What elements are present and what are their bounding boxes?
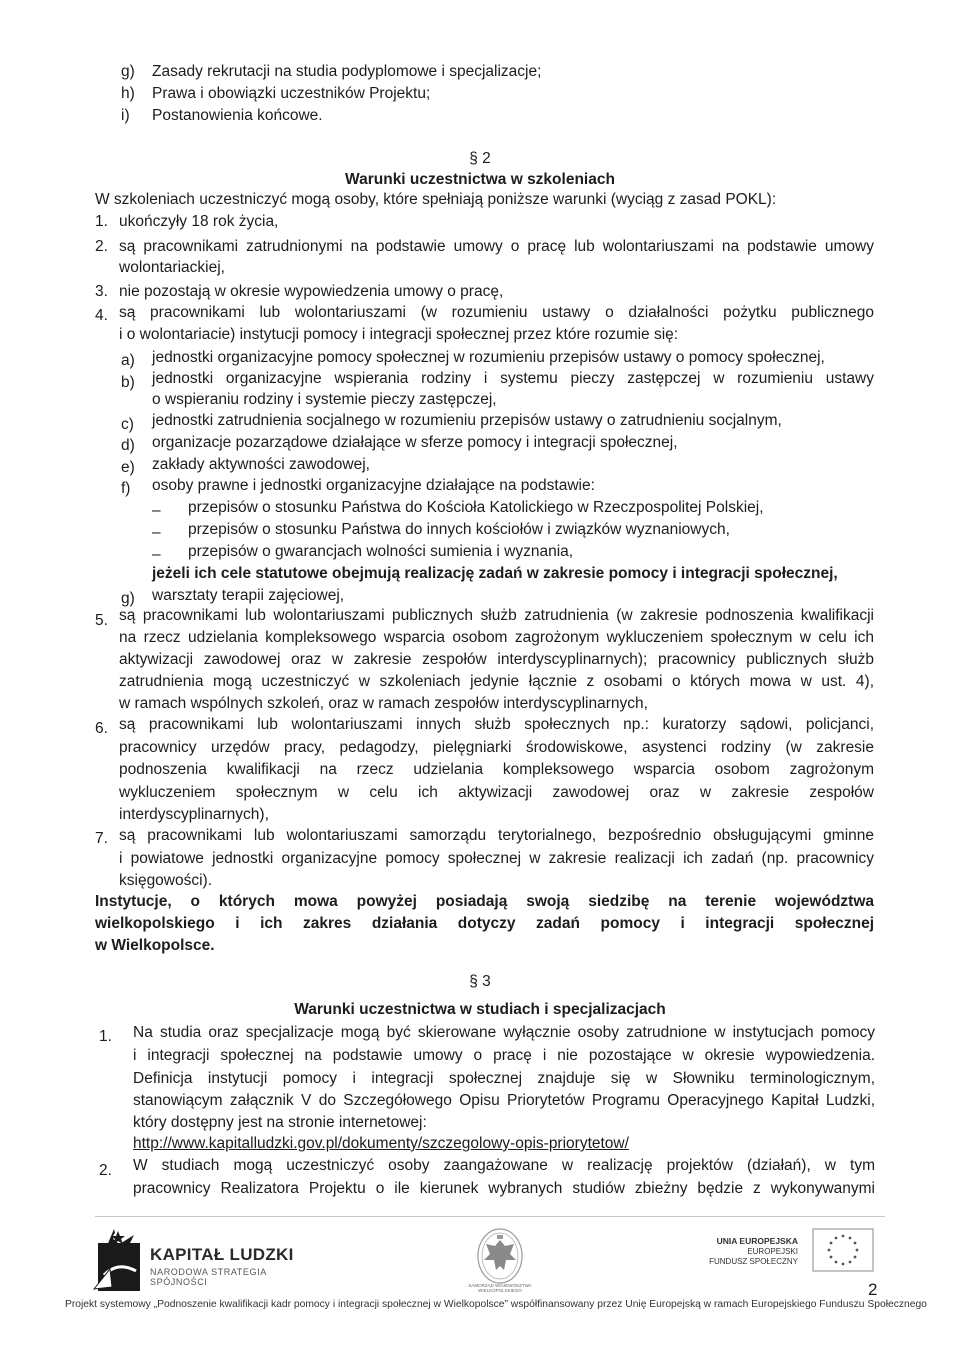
sublist-marker: b): [121, 374, 135, 391]
list-item-continued: w ramach wspólnych szkoleń, oraz w ramach zespołów interdyscyplinarnych,: [119, 695, 648, 712]
footer-divider: [95, 1216, 885, 1217]
dash-marker: –: [152, 546, 161, 563]
list-item: Na studia oraz specjalizacje mogą być skierowane wyłącznie osoby zatrudnione w instytucjach pomocy: [133, 1024, 875, 1041]
kapital-ludzki-emblem-icon: [90, 1225, 146, 1295]
url-link[interactable]: http://www.kapitalludzki.gov.pl/dokumenty/szczegolowy-opis-priorytetow/: [133, 1135, 629, 1152]
list-item-continued: na rzecz udzielania kompleksowego wsparcia osobom zagrożonym wykluczeniem społecznym w celu ich: [119, 629, 874, 646]
sublist-item: warsztaty terapii zajęciowej,: [152, 587, 345, 604]
voivodeship-crest: [460, 1228, 540, 1293]
dash-item: przepisów o stosunku Państwa do innych kościołów i związków wyznaniowych,: [188, 521, 730, 538]
list-item: Prawa i obowiązki uczestników Projektu;: [152, 85, 431, 102]
eu-line-3: FUNDUSZ SPOŁECZNY: [709, 1257, 798, 1266]
list-marker: h): [121, 85, 135, 102]
list-item-continued: wolontariackiej,: [119, 259, 225, 276]
list-marker: 3.: [95, 283, 108, 300]
dash-item: przepisów o gwarancjach wolności sumienia i wyznania,: [188, 543, 574, 560]
kapital-ludzki-title: KAPITAŁ LUDZKI: [150, 1245, 294, 1264]
list-item: są pracownikami zatrudnionymi na podstawie umowy o pracę lub wolontariuszami na podstawie umowy: [119, 238, 874, 255]
list-item-continued: pracownicy Realizatora Projektu o ile kierunek wybranych studiów zbieżny będzie z wykonywanymi: [133, 1180, 875, 1197]
sublist-item: zakłady aktywności zawodowej,: [152, 456, 370, 473]
sublist-marker: d): [121, 437, 135, 454]
page-number: 2: [868, 1280, 878, 1299]
list-marker: 2.: [95, 238, 108, 255]
sublist-item: jednostki organizacyjne wspierania rodziny i systemu pieczy zastępczej w rozumieniu ustawy: [152, 370, 874, 387]
kapital-ludzki-logo: [90, 1225, 300, 1295]
sublist-item: jednostki zatrudnienia socjalnego w rozumieniu przepisów ustawy o zatrudnieniu socjalnym,: [152, 412, 782, 429]
list-item-continued: podnoszenia kwalifikacji na rzecz udzielania kompleksowego wsparcia osobom zagrożonym: [119, 761, 874, 778]
list-item-continued: i powiatowe jednostki organizacyjne pomocy społecznej w zakresie realizacji ich zadań (np. pracownicy: [119, 850, 874, 867]
list-marker: 6.: [95, 720, 108, 737]
section-number: § 3: [469, 973, 491, 990]
list-item: Postanowienia końcowe.: [152, 107, 323, 124]
footer-project-note: Projekt systemowy „Podnoszenie kwalifikacji kadr pomocy i integracji społecznej w Wielkopolsce” współfinansowany przez Unię Europejską w ramach Europejskiego Funduszu Społecznego: [65, 1299, 927, 1310]
list-item-continued: stanowiącym załącznik V do Szczegółowego Opisu Priorytetów Programu Operacyjnego Kapitał Ludzki,: [133, 1092, 875, 1109]
sublist-item: osoby prawne i jednostki organizacyjne działające na podstawie:: [152, 477, 595, 494]
list-item: są pracownikami lub wolontariuszami (w rozumieniu ustawy o działalności pożytku publicznego: [119, 304, 874, 321]
list-item-continued: księgowości).: [119, 872, 213, 889]
list-item: Zasady rekrutacji na studia podyplomowe i specjalizacje;: [152, 63, 542, 80]
list-item-continued: interdyscyplinarnych),: [119, 806, 269, 823]
list-marker: 2.: [99, 1162, 112, 1179]
list-item-continued: i o wolontariacie) instytucji pomocy i integracji społecznej przez które rozumie się:: [119, 326, 679, 343]
list-marker: 4.: [95, 307, 108, 324]
list-item: są pracownikami lub wolontariuszami innych służb społecznych np.: kuratorzy sądowi, policjanci,: [119, 716, 874, 733]
list-marker: 1.: [99, 1028, 112, 1045]
list-item-continued: i integracji społecznej na podstawie umowy o pracę i nie pozostające w okresie wypowiedzenia.: [133, 1047, 875, 1064]
sublist-item-continued: o wspieraniu rodziny i systemie pieczy zastępczej,: [152, 391, 497, 408]
list-item: nie pozostają w okresie wypowiedzenia umowy o pracę,: [119, 283, 504, 300]
list-marker: 7.: [95, 830, 108, 847]
sublist-marker: a): [121, 352, 135, 369]
closing-paragraph: Instytucje, o których mowa powyżej posiadają swoją siedzibę na terenie województwa: [95, 893, 874, 910]
list-marker: 5.: [95, 612, 108, 629]
sublist-item: organizacje pozarządowe działające w sferze pomocy i integracji społecznej,: [152, 434, 678, 451]
eagle-crest-icon: [460, 1228, 540, 1284]
sublist-marker: c): [121, 416, 134, 433]
list-item: W studiach mogą uczestniczyć osoby zaangażowane w realizację projektów (działań), w tym: [133, 1157, 875, 1174]
sublist-marker: g): [121, 590, 135, 607]
section-title: Warunki uczestnictwa w studiach i specjalizacjach: [294, 1001, 666, 1018]
closing-paragraph: w Wielkopolsce.: [95, 937, 215, 954]
list-item-continued: zatrudnienia mogą uczestniczyć w szkoleniach jedynie łącznie z osobami o których mowa w ust. 4),: [119, 673, 874, 690]
list-item-continued: który dostępny jest na stronie internetowej:: [133, 1114, 427, 1131]
list-item: są pracownikami lub wolontariuszami publicznych służb zatrudnienia (w zakresie podnoszenia kwalifikacji: [119, 607, 874, 624]
section-number: § 2: [469, 150, 491, 167]
eu-line-2: EUROPEJSKI: [747, 1247, 798, 1256]
crest-caption: SAMORZĄD WOJEWÓDZTWA WIELKOPOLSKIEGO: [468, 1283, 532, 1293]
list-item: są pracownikami lub wolontariuszami samorządu terytorialnego, bezpośrednio obsługującymi gminne: [119, 827, 874, 844]
eu-logo-text: [709, 1236, 798, 1267]
eu-line-1: UNIA EUROPEJSKA: [716, 1236, 798, 1246]
dash-marker: –: [152, 524, 161, 541]
list-item-continued: aktywizacji zawodowej oraz w zakresie zespołów interdyscyplinarnych); pracownicy publicznych służb: [119, 651, 874, 668]
sublist-condition: jeżeli ich cele statutowe obejmują realizację zadań w zakresie pomocy i integracji społecznej,: [152, 565, 838, 582]
list-item: ukończyły 18 rok życia,: [119, 213, 279, 230]
list-item-continued: Definicja instytucji pomocy i integracji społecznej znajduje się w Słowniku terminologicznym,: [133, 1070, 875, 1087]
list-marker: 1.: [95, 213, 108, 230]
section-intro: W szkoleniach uczestniczyć mogą osoby, które spełniają poniższe warunki (wyciąg z zasad POKL):: [95, 191, 777, 208]
sublist-item: jednostki organizacyjne pomocy społecznej w rozumieniu przepisów ustawy o pomocy społecznej,: [152, 349, 825, 366]
closing-paragraph: wielkopolskiego i ich zakres działania dotyczy zadań pomocy i integracji społecznej: [95, 915, 874, 932]
list-item-continued: wykluczeniem społecznym w celu ich aktywizacji zawodowej oraz w zakresie zespołów: [119, 784, 874, 801]
dash-item: przepisów o stosunku Państwa do Kościoła Katolickiego w Rzeczpospolitej Polskiej,: [188, 499, 764, 516]
kapital-ludzki-subtitle: NARODOWA STRATEGIA SPÓJNOŚCI: [150, 1267, 267, 1287]
sublist-marker: e): [121, 459, 135, 476]
eu-flag-icon: [812, 1228, 874, 1272]
list-marker: i): [121, 107, 130, 124]
section-title: Warunki uczestnictwa w szkoleniach: [345, 171, 615, 188]
dash-marker: –: [152, 502, 161, 519]
eu-logo: [690, 1228, 890, 1273]
list-item-continued: pracownicy urzędów pracy, pedagodzy, pielęgniarki środowiskowe, asystenci rodziny (w zakresie: [119, 739, 874, 756]
sublist-marker: f): [121, 480, 131, 497]
list-marker: g): [121, 63, 135, 80]
